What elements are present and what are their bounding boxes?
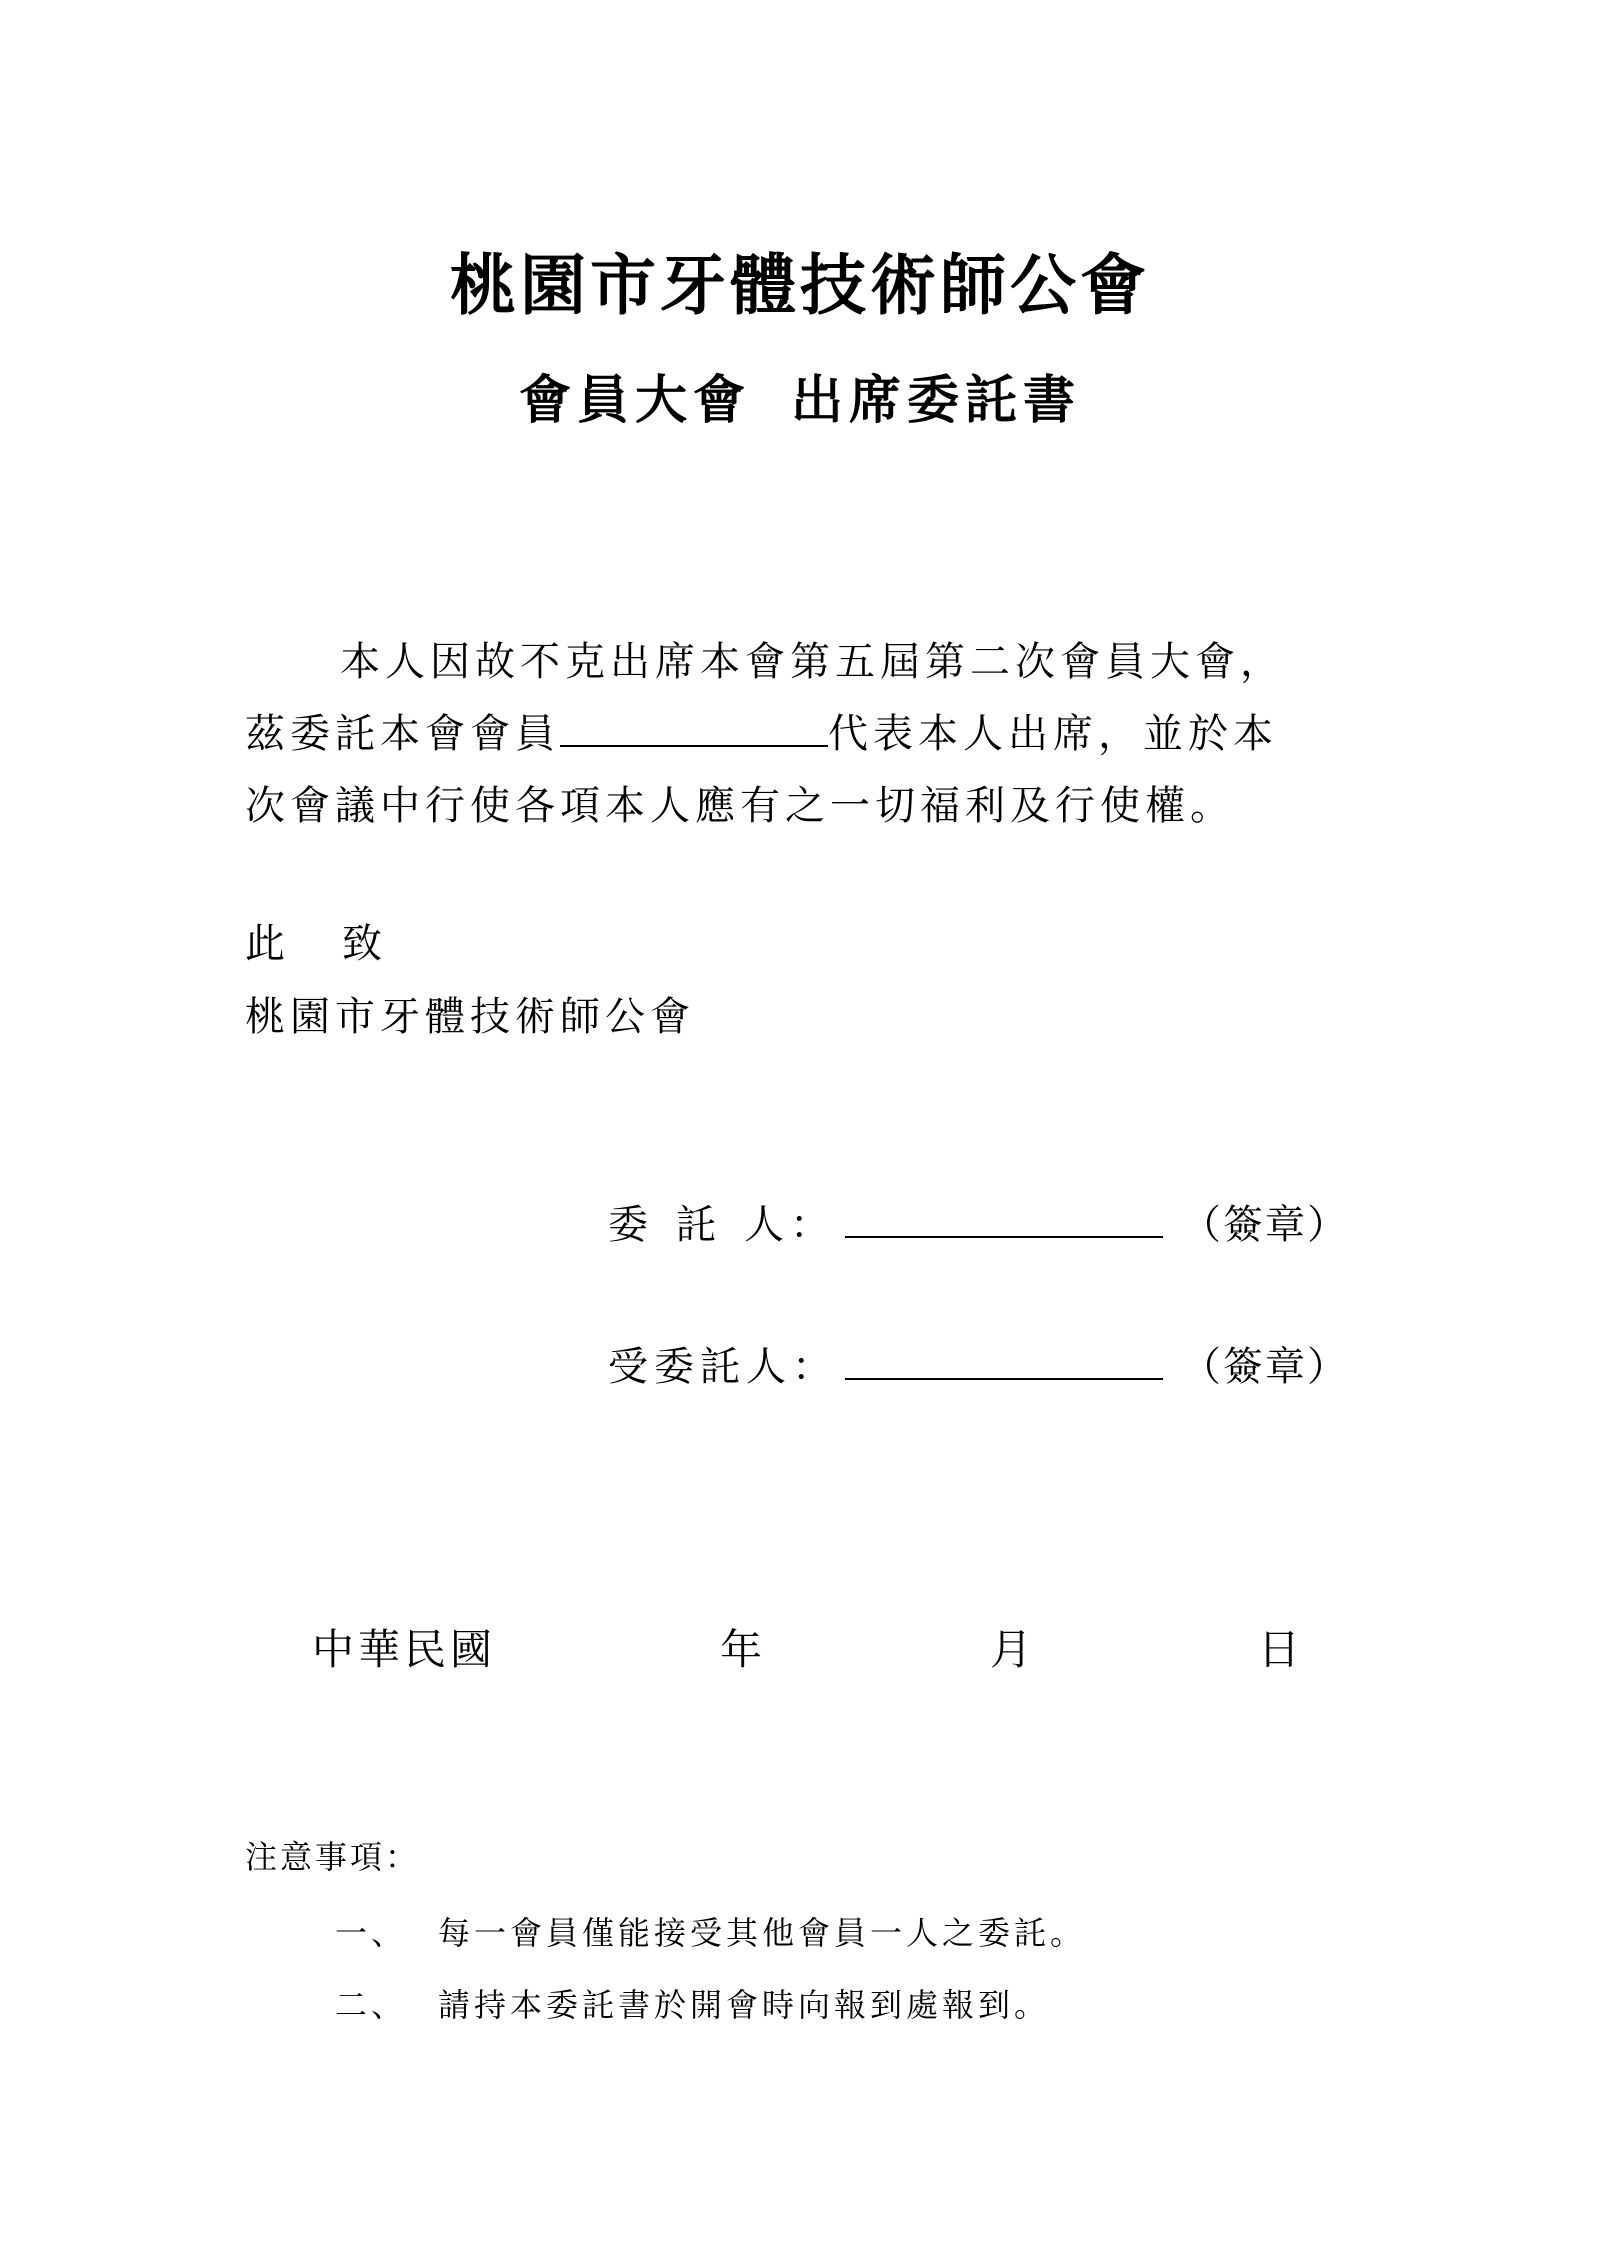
organization-title: 桃園市牙體技術師公會 [450,246,1150,324]
note-2-number: 二、 [335,1986,408,2024]
delegator-label-char-1: 委 [608,1202,654,1248]
delegate-signature-row [608,1335,1349,1392]
delegator-signature-row [608,1193,1349,1250]
form-title-proxy: 出席委託書 [791,370,1082,431]
body-line-2-lead: 茲委託本會會員 [245,711,560,757]
delegate-seal-note: （簽章） [1181,1344,1349,1390]
proxy-member-name-blank[interactable] [560,709,828,747]
form-title [0,358,1600,433]
delegator-label-char-2: 託 [676,1202,722,1248]
body-line-1: 本人因故不克出席本會第五屆第二次會員大會， [340,639,1285,685]
note-1-number: 一、 [335,1914,408,1952]
delegate-label: 受委託人： [608,1344,838,1390]
delegator-label [608,1193,843,1250]
body-line-2 [245,702,1278,759]
salutation-zhi: 致 [342,921,387,967]
delegator-label-colon: ： [790,1202,836,1248]
date-year-label: 年 [720,1625,767,1674]
date-day-label: 日 [1258,1625,1305,1674]
date-roc-label: 中華民國 [312,1625,497,1674]
delegate-signature-field[interactable] [845,1338,1163,1380]
body-line-3: 次會議中行使各項本人應有之一切福利及行使權。 [245,783,1235,829]
delegator-label-char-3: 人 [744,1202,790,1248]
body-line-2-tail: 代表本人出席，並於本 [828,711,1278,757]
addressee: 桃園市牙體技術師公會 [245,994,695,1040]
delegator-signature-field[interactable] [845,1196,1163,1238]
notes-title: 注意事項： [245,1838,421,1876]
date-month-label: 月 [990,1625,1037,1674]
form-title-meeting: 會員大會 [518,370,751,431]
note-1-text: 每一會員僅能接受其他會員一人之委託。 [438,1914,1087,1952]
delegator-seal-note: （簽章） [1181,1202,1349,1248]
salutation-ci: 此 [245,921,290,967]
salutation [245,912,387,969]
note-2-text: 請持本委託書於開會時向報到處報到。 [438,1986,1051,2024]
